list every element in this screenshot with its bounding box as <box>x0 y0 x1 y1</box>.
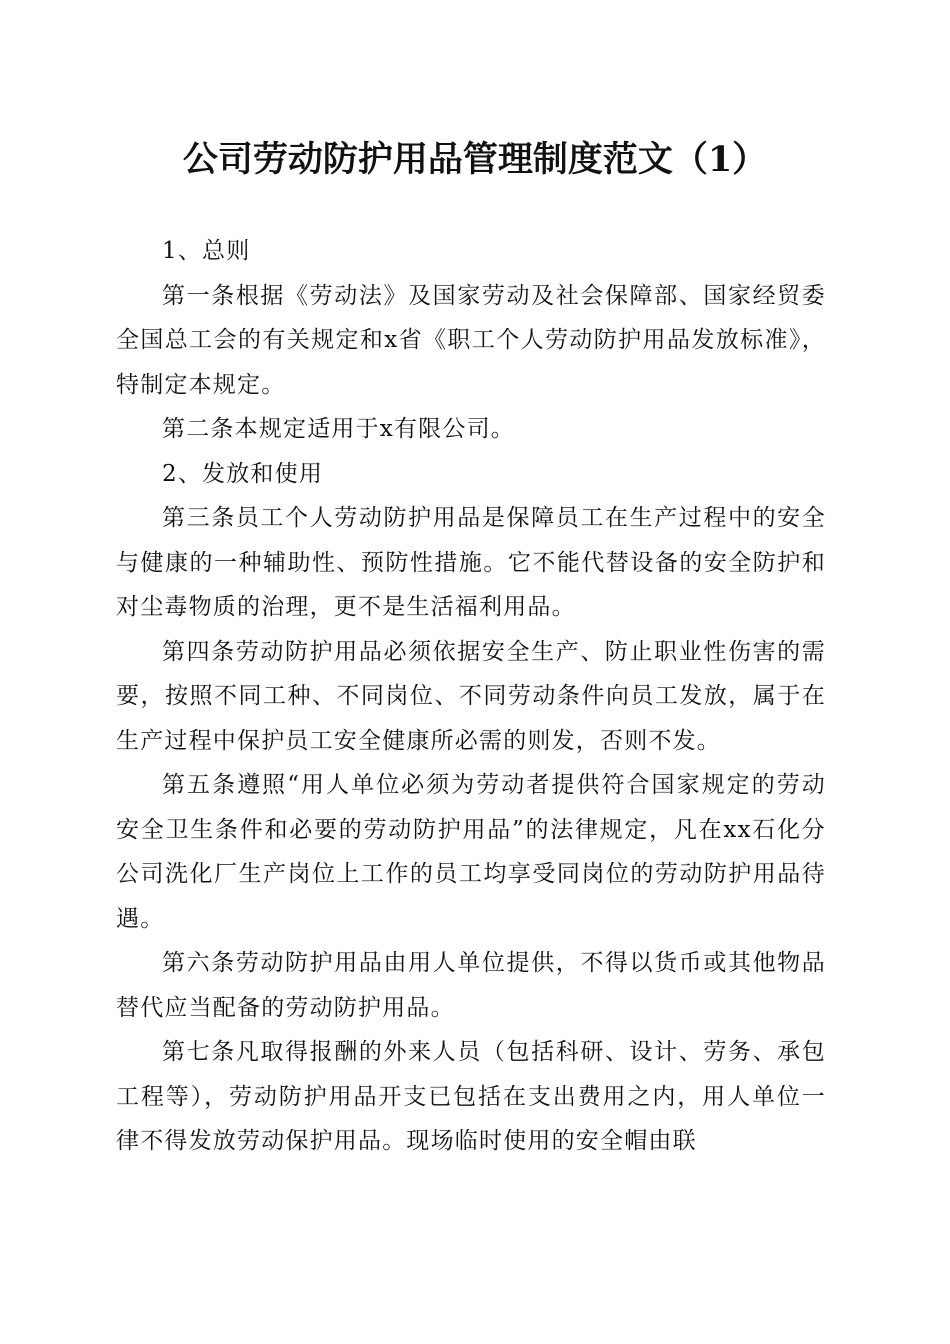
article-7-paragraph: 第七条凡取得报酬的外来人员（包括科研、设计、劳务、承包工程等），劳动防护用品开支已包括在支出费用之内，用人单位一律不得发放劳动保护用品。现场临时使用的安全帽由联 <box>116 1039 826 1154</box>
article-2-paragraph: 第二条本规定适用于x有限公司。 <box>162 416 515 442</box>
article-3-paragraph: 第三条员工个人劳动防护用品是保障员工在生产过程中的安全与健康的一种辅助性、预防性措施。它不能代替设备的安全防护和对尘毒物质的治理，更不是生活福利用品。 <box>116 505 826 620</box>
article-4-paragraph: 第四条劳动防护用品必须依据安全生产、防止职业性伤害的需要，按照不同工种、不同岗位、不同劳动条件向员工发放，属于在生产过程中保护员工安全健康所必需的则发，否则不发。 <box>116 638 826 754</box>
section-heading-general: 1、总则 <box>162 238 251 264</box>
document-body <box>116 229 826 1164</box>
document-title: 公司劳动防护用品管理制度范文（1） <box>182 139 768 180</box>
section-heading-distribution: 2、发放和使用 <box>162 460 324 487</box>
article-5-paragraph: 第五条遵照“用人单位必须为劳动者提供符合国家规定的劳动安全卫生条件和必要的劳动防护用品”的法律规定，凡在xx石化分公司洗化厂生产岗位上工作的员工均享受同岗位的劳动防护用品待遇。 <box>116 772 826 932</box>
article-1-paragraph: 第一条根据《劳动法》及国家劳动及社会保障部、国家经贸委全国总工会的有关规定和x省《职工个人劳动防护用品发放标准》，特制定本规定。 <box>116 282 826 398</box>
article-6-paragraph: 第六条劳动防护用品由用人单位提供，不得以货币或其他物品替代应当配备的劳动防护用品。 <box>116 950 826 1021</box>
